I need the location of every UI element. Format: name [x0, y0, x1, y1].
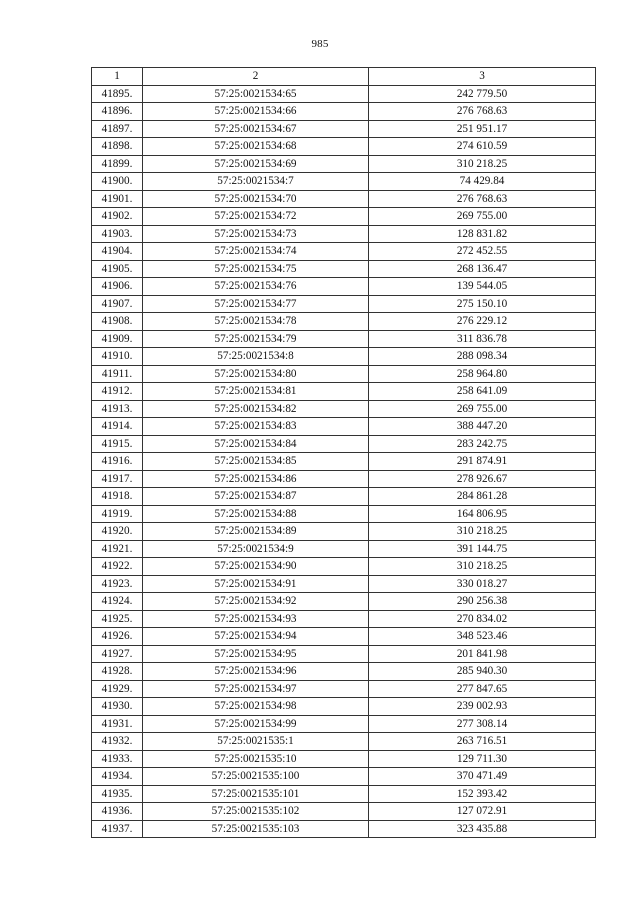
row-number-cell: 41923. — [92, 575, 143, 593]
value-cell: 274 610.59 — [369, 138, 596, 156]
table-row — [92, 698, 596, 716]
table-row — [92, 383, 596, 401]
table-row — [92, 558, 596, 576]
row-number-cell: 41927. — [92, 645, 143, 663]
cadastral-number-cell: 57:25:0021535:103 — [143, 820, 369, 838]
table-row — [92, 313, 596, 331]
value-cell: 269 755.00 — [369, 400, 596, 418]
row-number-cell: 41928. — [92, 663, 143, 681]
table-row — [92, 488, 596, 506]
table-row — [92, 330, 596, 348]
row-number-cell: 41919. — [92, 505, 143, 523]
row-number-cell: 41933. — [92, 750, 143, 768]
value-cell: 272 452.55 — [369, 243, 596, 261]
value-cell: 263 716.51 — [369, 733, 596, 751]
table-row — [92, 138, 596, 156]
value-cell: 348 523.46 — [369, 628, 596, 646]
table-row — [92, 243, 596, 261]
row-number-cell: 41932. — [92, 733, 143, 751]
cadastral-number-cell: 57:25:0021534:85 — [143, 453, 369, 471]
cadastral-number-cell: 57:25:0021534:79 — [143, 330, 369, 348]
value-cell: 370 471.49 — [369, 768, 596, 786]
cadastral-number-cell: 57:25:0021534:97 — [143, 680, 369, 698]
row-number-cell: 41922. — [92, 558, 143, 576]
cadastral-number-cell: 57:25:0021534:91 — [143, 575, 369, 593]
table-row — [92, 575, 596, 593]
row-number-cell: 41896. — [92, 103, 143, 121]
cadastral-number-cell: 57:25:0021534:65 — [143, 85, 369, 103]
table-row — [92, 173, 596, 191]
column-header-2: 2 — [143, 68, 369, 86]
cadastral-number-cell: 57:25:0021534:87 — [143, 488, 369, 506]
cadastral-number-cell: 57:25:0021534:93 — [143, 610, 369, 628]
cadastral-number-cell: 57:25:0021535:100 — [143, 768, 369, 786]
value-cell: 74 429.84 — [369, 173, 596, 191]
cadastral-number-cell: 57:25:0021534:69 — [143, 155, 369, 173]
table-body — [92, 85, 596, 838]
row-number-cell: 41898. — [92, 138, 143, 156]
value-cell: 284 861.28 — [369, 488, 596, 506]
cadastral-number-cell: 57:25:0021534:74 — [143, 243, 369, 261]
row-number-cell: 41917. — [92, 470, 143, 488]
value-cell: 290 256.38 — [369, 593, 596, 611]
value-cell: 277 308.14 — [369, 715, 596, 733]
page-number: 985 — [311, 38, 329, 50]
table-row — [92, 85, 596, 103]
value-cell: 388 447.20 — [369, 418, 596, 436]
value-cell: 269 755.00 — [369, 208, 596, 226]
cadastral-number-cell: 57:25:0021535:101 — [143, 785, 369, 803]
cadastral-number-cell: 57:25:0021534:9 — [143, 540, 369, 558]
row-number-cell: 41909. — [92, 330, 143, 348]
row-number-cell: 41913. — [92, 400, 143, 418]
row-number-cell: 41918. — [92, 488, 143, 506]
table-row — [92, 190, 596, 208]
cadastral-number-cell: 57:25:0021534:8 — [143, 348, 369, 366]
table-row — [92, 768, 596, 786]
cadastral-number-cell: 57:25:0021534:80 — [143, 365, 369, 383]
value-cell: 278 926.67 — [369, 470, 596, 488]
table-row — [92, 593, 596, 611]
value-cell: 291 874.91 — [369, 453, 596, 471]
cadastral-number-cell: 57:25:0021534:7 — [143, 173, 369, 191]
cadastral-number-cell: 57:25:0021535:1 — [143, 733, 369, 751]
value-cell: 129 711.30 — [369, 750, 596, 768]
value-cell: 276 768.63 — [369, 190, 596, 208]
value-cell: 283 242.75 — [369, 435, 596, 453]
table-row — [92, 715, 596, 733]
value-cell: 251 951.17 — [369, 120, 596, 138]
value-cell: 152 393.42 — [369, 785, 596, 803]
cadastral-number-cell: 57:25:0021534:72 — [143, 208, 369, 226]
value-cell: 276 229.12 — [369, 313, 596, 331]
cadastral-number-cell: 57:25:0021535:102 — [143, 803, 369, 821]
value-cell: 288 098.34 — [369, 348, 596, 366]
table-row — [92, 418, 596, 436]
table-row — [92, 663, 596, 681]
value-cell: 270 834.02 — [369, 610, 596, 628]
row-number-cell: 41916. — [92, 453, 143, 471]
table-row — [92, 610, 596, 628]
table-row — [92, 785, 596, 803]
cadastral-number-cell: 57:25:0021534:84 — [143, 435, 369, 453]
value-cell: 310 218.25 — [369, 523, 596, 541]
cadastral-number-cell: 57:25:0021534:88 — [143, 505, 369, 523]
cadastral-number-cell: 57:25:0021534:98 — [143, 698, 369, 716]
cadastral-number-cell: 57:25:0021534:92 — [143, 593, 369, 611]
value-cell: 285 940.30 — [369, 663, 596, 681]
table-row — [92, 523, 596, 541]
table-row — [92, 208, 596, 226]
cadastral-number-cell: 57:25:0021535:10 — [143, 750, 369, 768]
table-row — [92, 295, 596, 313]
cadastral-number-cell: 57:25:0021534:75 — [143, 260, 369, 278]
value-cell: 310 218.25 — [369, 155, 596, 173]
row-number-cell: 41910. — [92, 348, 143, 366]
cadastral-number-cell: 57:25:0021534:77 — [143, 295, 369, 313]
value-cell: 275 150.10 — [369, 295, 596, 313]
cadastral-number-cell: 57:25:0021534:68 — [143, 138, 369, 156]
row-number-cell: 41926. — [92, 628, 143, 646]
cadastral-number-cell: 57:25:0021534:67 — [143, 120, 369, 138]
row-number-cell: 41934. — [92, 768, 143, 786]
table-row — [92, 505, 596, 523]
cadastral-number-cell: 57:25:0021534:96 — [143, 663, 369, 681]
cadastral-number-cell: 57:25:0021534:70 — [143, 190, 369, 208]
value-cell: 311 836.78 — [369, 330, 596, 348]
row-number-cell: 41906. — [92, 278, 143, 296]
value-cell: 310 218.25 — [369, 558, 596, 576]
row-number-cell: 41912. — [92, 383, 143, 401]
value-cell: 239 002.93 — [369, 698, 596, 716]
table-header-row — [92, 68, 596, 86]
row-number-cell: 41937. — [92, 820, 143, 838]
cadastral-number-cell: 57:25:0021534:78 — [143, 313, 369, 331]
row-number-cell: 41904. — [92, 243, 143, 261]
value-cell: 323 435.88 — [369, 820, 596, 838]
value-cell: 127 072.91 — [369, 803, 596, 821]
cadastral-number-cell: 57:25:0021534:90 — [143, 558, 369, 576]
cadastral-number-cell: 57:25:0021534:83 — [143, 418, 369, 436]
column-header-1: 1 — [92, 68, 143, 86]
row-number-cell: 41907. — [92, 295, 143, 313]
row-number-cell: 41929. — [92, 680, 143, 698]
row-number-cell: 41902. — [92, 208, 143, 226]
row-number-cell: 41895. — [92, 85, 143, 103]
value-cell: 277 847.65 — [369, 680, 596, 698]
cadastral-number-cell: 57:25:0021534:81 — [143, 383, 369, 401]
cadastral-number-cell: 57:25:0021534:89 — [143, 523, 369, 541]
row-number-cell: 41911. — [92, 365, 143, 383]
cadastral-number-cell: 57:25:0021534:86 — [143, 470, 369, 488]
table-row — [92, 435, 596, 453]
table-row — [92, 155, 596, 173]
cadastral-number-cell: 57:25:0021534:73 — [143, 225, 369, 243]
row-number-cell: 41908. — [92, 313, 143, 331]
value-cell: 164 806.95 — [369, 505, 596, 523]
value-cell: 139 544.05 — [369, 278, 596, 296]
row-number-cell: 41901. — [92, 190, 143, 208]
column-header-3: 3 — [369, 68, 596, 86]
row-number-cell: 41905. — [92, 260, 143, 278]
value-cell: 258 641.09 — [369, 383, 596, 401]
row-number-cell: 41935. — [92, 785, 143, 803]
data-table — [91, 67, 596, 838]
table-row — [92, 750, 596, 768]
cadastral-number-cell: 57:25:0021534:76 — [143, 278, 369, 296]
table-row — [92, 733, 596, 751]
table-row — [92, 365, 596, 383]
row-number-cell: 41921. — [92, 540, 143, 558]
cadastral-number-cell: 57:25:0021534:95 — [143, 645, 369, 663]
cadastral-number-cell: 57:25:0021534:82 — [143, 400, 369, 418]
row-number-cell: 41915. — [92, 435, 143, 453]
table-row — [92, 470, 596, 488]
row-number-cell: 41903. — [92, 225, 143, 243]
row-number-cell: 41920. — [92, 523, 143, 541]
value-cell: 128 831.82 — [369, 225, 596, 243]
value-cell: 391 144.75 — [369, 540, 596, 558]
value-cell: 268 136.47 — [369, 260, 596, 278]
row-number-cell: 41899. — [92, 155, 143, 173]
table-row — [92, 348, 596, 366]
table-row — [92, 400, 596, 418]
row-number-cell: 41931. — [92, 715, 143, 733]
table-row — [92, 225, 596, 243]
value-cell: 276 768.63 — [369, 103, 596, 121]
table-row — [92, 645, 596, 663]
table-row — [92, 820, 596, 838]
cadastral-number-cell: 57:25:0021534:99 — [143, 715, 369, 733]
table-row — [92, 803, 596, 821]
table-row — [92, 453, 596, 471]
table-row — [92, 120, 596, 138]
row-number-cell: 41925. — [92, 610, 143, 628]
cadastral-number-cell: 57:25:0021534:66 — [143, 103, 369, 121]
value-cell: 201 841.98 — [369, 645, 596, 663]
table-row — [92, 278, 596, 296]
row-number-cell: 41897. — [92, 120, 143, 138]
row-number-cell: 41914. — [92, 418, 143, 436]
row-number-cell: 41936. — [92, 803, 143, 821]
value-cell: 330 018.27 — [369, 575, 596, 593]
table-row — [92, 260, 596, 278]
table-row — [92, 103, 596, 121]
value-cell: 242 779.50 — [369, 85, 596, 103]
table-row — [92, 680, 596, 698]
row-number-cell: 41924. — [92, 593, 143, 611]
table-row — [92, 628, 596, 646]
row-number-cell: 41900. — [92, 173, 143, 191]
cadastral-number-cell: 57:25:0021534:94 — [143, 628, 369, 646]
value-cell: 258 964.80 — [369, 365, 596, 383]
table-row — [92, 540, 596, 558]
row-number-cell: 41930. — [92, 698, 143, 716]
